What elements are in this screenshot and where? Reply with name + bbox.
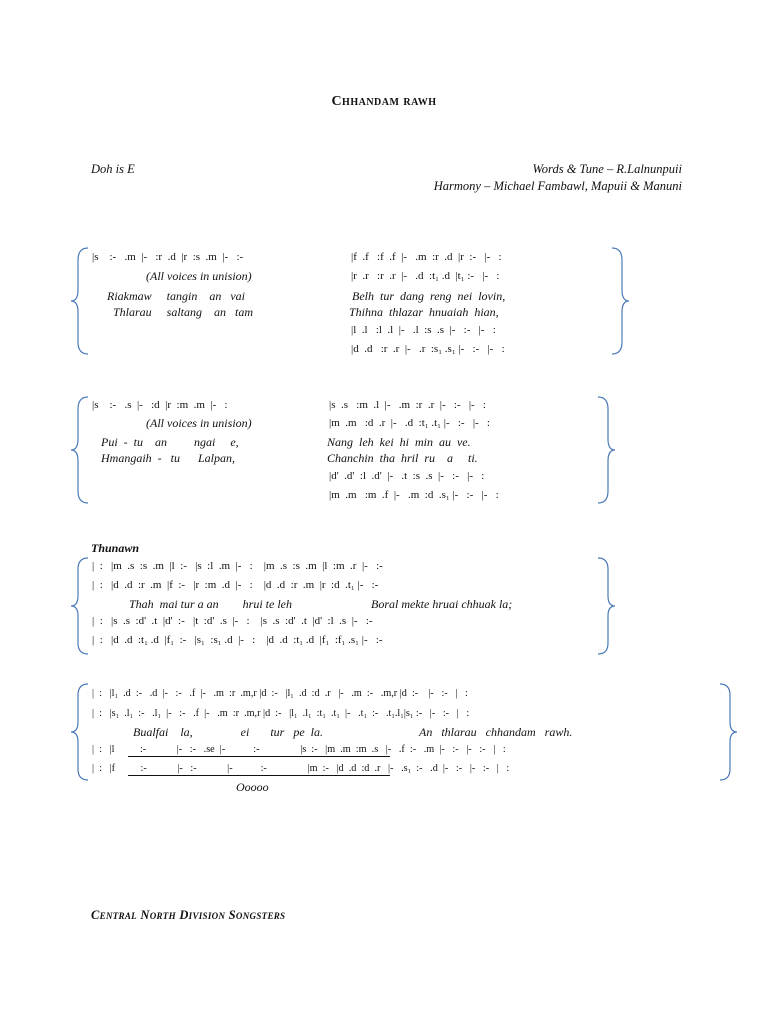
words-credit: Words & Tune – R.Lalnunpuii [532, 162, 682, 176]
notation-line: |d' .d' :l .d' |- .t :s .s |- :- |- : [329, 470, 485, 482]
lyric-line: Chanchin tha hril ru a ti. [327, 451, 478, 465]
lyric-line: Nang leh kei hi min au ve. [327, 435, 471, 449]
notation-line: |d .d :r .r |- .r :s₁ .s₁ |- :- |- : [351, 343, 505, 355]
notation-line: | : |m .s :s .m |l :- |s :l .m |- : |m .s :s .m |l :m .r |- :- [92, 560, 383, 572]
notation-line: |m .m :m .f |- .m :d .s₁ |- :- |- : [329, 489, 499, 501]
lyric-line: Belh tur dang reng nei lovin, [352, 289, 506, 303]
tie-line [128, 756, 390, 757]
notation-line: | : |l :- |- :- .se |- :- |s :- |m .m :m .s |- .f :- .m |- :- |- :- | : [92, 744, 506, 755]
voice-note: (All voices in unision) [146, 416, 252, 430]
tie-line [128, 775, 390, 776]
lyric-line: Hmangaih - tu Lalpan, [101, 451, 236, 465]
harmony-credit: Harmony – Michael Fambawl, Mapuii & Manuni [433, 179, 682, 193]
key-signature: Doh is E [91, 162, 135, 176]
notation-line: |r .r :r .r |- .d :t₁ .d |t₁ :- |- : [351, 270, 500, 282]
notation-line: |f .f :f .f |- .m :r .d |r :- |- : [351, 251, 502, 263]
lyric-line: An thlarau chhandam rawh. [419, 725, 573, 739]
notation-line: | : |d .d :t₁ .d |f₁ :- |s₁ :s₁ .d |- : |d .d :t₁ .d |f₁ :f₁ .s₁ |- :- [92, 634, 383, 646]
notation-line: | : |s .s :d' .t |d' :- |t :d' .s |- : |s .s :d' .t |d' :l .s |- :- [92, 615, 373, 627]
vocalise-text: Ooooo [236, 780, 269, 794]
notation-line: |l .l :l .l |- .l :s .s |- :- |- : [351, 324, 496, 336]
lyric-line: Bualfai la, ei tur pe la. [133, 725, 323, 739]
notation-line: |s :- .m |- :r .d |r :s .m |- :- [92, 251, 244, 263]
lyric-line: Thah mai tur a an hrui te leh [129, 597, 293, 611]
notation-line: | : |f :- |- :- |- :- |m :- |d .d :d .r |- .s₁ :- .d |- :- |- :- | : [92, 763, 510, 774]
notation-line: |s :- .s |- :d |r :m .m |- : [92, 399, 228, 411]
lyric-line: Riakmaw tangin an vai [107, 289, 245, 303]
voice-note: (All voices in unision) [146, 269, 252, 283]
lyric-line: Pui - tu an ngai e, [101, 435, 239, 449]
notation-line: |m .m :d .r |- .d :t₁ .t₁ |- :- |- : [329, 417, 490, 429]
lyric-line: Thlarau saltang an tam [113, 305, 254, 319]
notation-line: |s .s :m .l |- .m :r .r |- :- |- : [329, 399, 486, 411]
notation-line: | : |s₁ .l₁ :- .l₁ |- :- .f |- .m :r .m,r |d :- |l₁ .l₁ :t₁ .t₁ |- .t₁ :- .t₁.l₁|s₁ :- |- :- | : [92, 708, 470, 719]
section-heading: Thunawn [91, 541, 140, 555]
lyric-line: Thihna thlazar hnuaiah hian, [349, 305, 499, 319]
notation-line: | : |l₁ .d :- .d |- :- .f |- .m :r .m,r |d :- |l₁ .d :d .r |- .m :- .m,r |d :- |- :- | : [92, 688, 468, 699]
notation-line: | : |d .d :r .m |f :- |r :m .d |- : |d .d :r .m |r :d .t₁ |- :- [92, 579, 379, 591]
page-title: Chhandam rawh [331, 94, 437, 109]
choir-name: Central North Division Songsters [91, 908, 286, 922]
lyric-line: Boral mekte hruai chhuak la; [371, 597, 513, 611]
